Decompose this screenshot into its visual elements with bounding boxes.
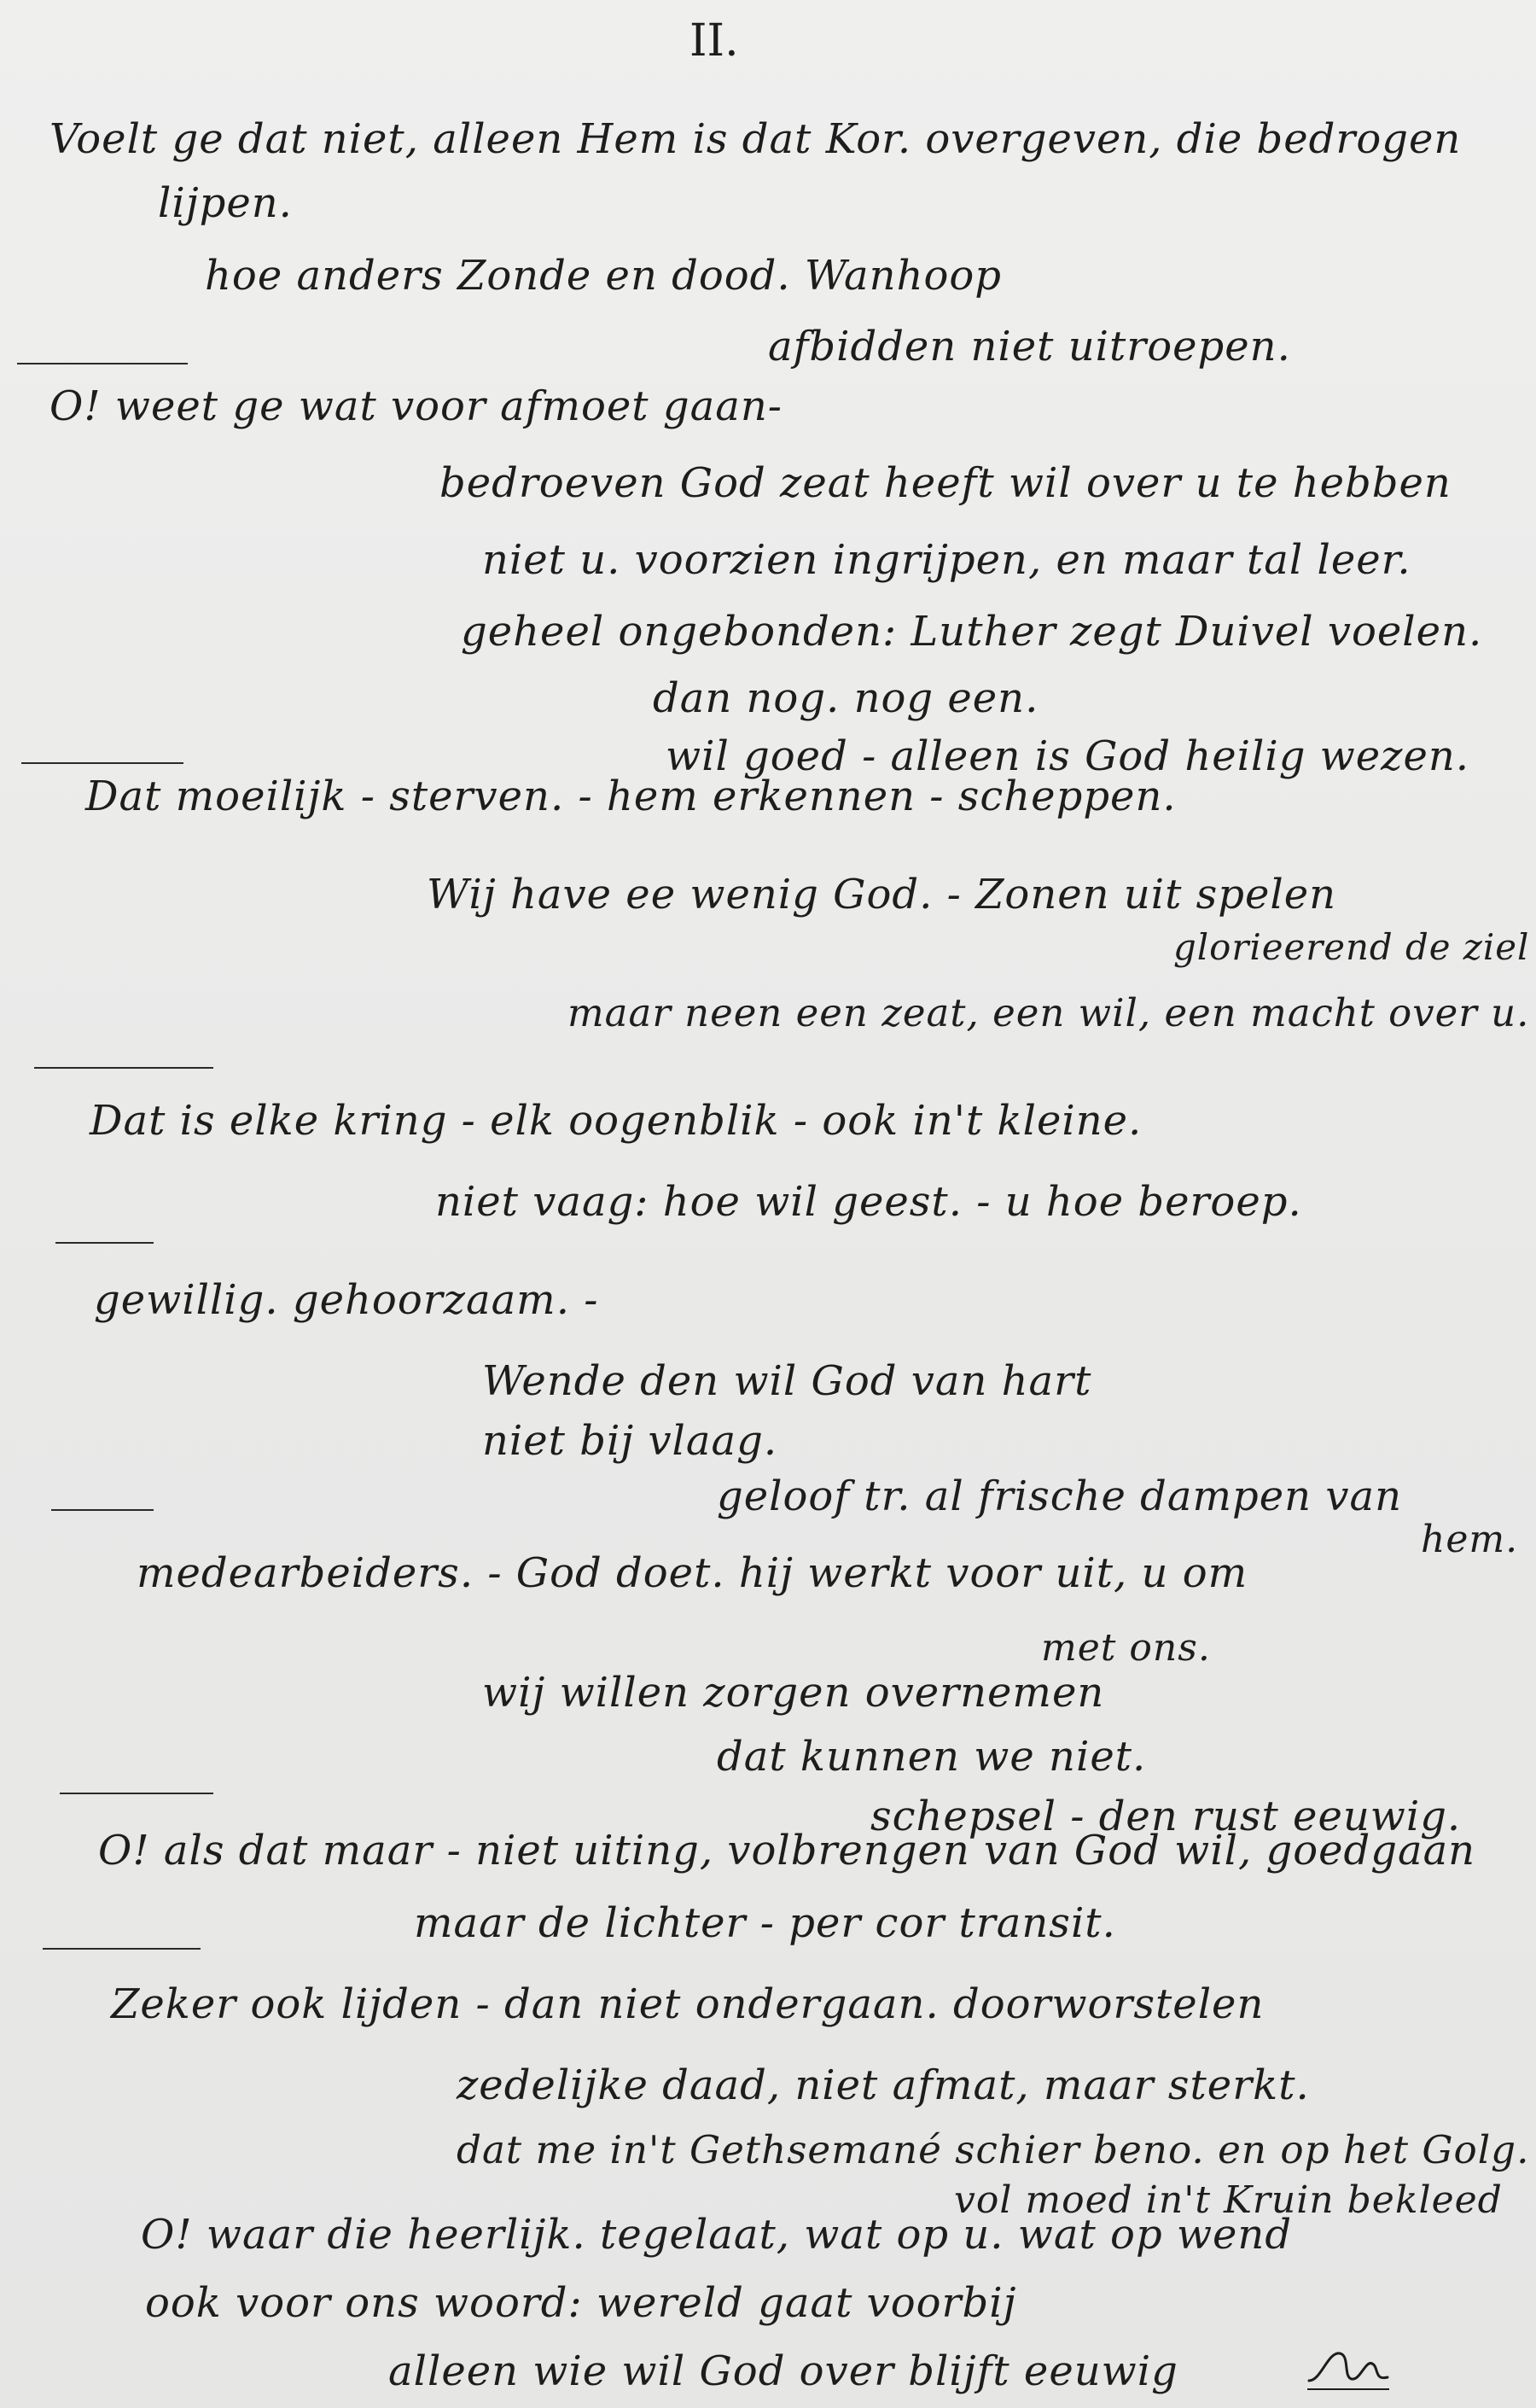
text-line: wij willen zorgen overnemen [482,1669,1105,1717]
text-line: niet u. voorzien ingrijpen, en maar tal leer. [482,536,1411,584]
text-line: zedelijke daad, niet afmat, maar sterkt. [457,2061,1310,2109]
text-line: schepsel - den rust eeuwig. [870,1793,1462,1840]
text-line: Wende den wil God van hart [482,1357,1092,1405]
text-line: vol moed in't Kruin bekleed [954,2178,1503,2222]
text-line: geloof tr. al frische dampen van [717,1472,1402,1520]
text-line: Zeker ook lijden - dan niet ondergaan. doorworstelen [111,1980,1265,2028]
page-number: II. [689,15,739,67]
text-line: Dat moeilijk - sterven. - hem erkennen - scheppen. [85,773,1177,820]
section-divider [60,1793,213,1794]
text-line: Voelt ge dat niet, alleen Hem is dat Kor. overgeven, die bedrogen [49,115,1462,163]
text-line: maar de lichter - per cor transit. [414,1899,1116,1947]
text-line: gewillig. gehoorzaam. - [94,1276,599,1324]
section-divider [51,1509,154,1511]
text-line: dat kunnen we niet. [717,1733,1147,1781]
section-divider [43,1948,201,1950]
text-line: maar neen een zeat, een wil, een macht over u. [567,990,1530,1035]
text-line: dat me in't Gethsemané schier beno. en op het Golg. [457,2127,1530,2172]
text-line: hem. [1421,1518,1519,1561]
text-line: niet vaag: hoe wil geest. - u hoe beroep. [435,1178,1302,1226]
text-line: glorieerend de ziel [1173,926,1530,968]
text-line: geheel ongebonden: Luther zegt Duivel voelen. [461,608,1483,656]
text-line: O! waar die heerlijk. tegelaat, wat op u. wat op wend [141,2211,1293,2259]
text-line: alleen wie wil God over blijft eeuwig [388,2347,1178,2395]
text-line: met ons. [1041,1626,1211,1670]
signature-mark [1306,2343,1391,2394]
section-divider [21,762,183,764]
text-line: afbidden niet uitroepen. [768,323,1291,370]
text-line: bedroeven God zeat heeft wil over u te hebben [439,459,1452,507]
text-line: lijpen. [158,179,293,227]
text-line: medearbeiders. - God doet. hij werkt voor uit, u om [137,1549,1248,1597]
text-line: wil goed - alleen is God heilig wezen. [666,732,1470,780]
text-line: hoe anders Zonde en dood. Wanhoop [205,252,1003,300]
text-line: ook voor ons woord: wereld gaat voorbij [145,2279,1017,2327]
text-line: O! als dat maar - niet uiting, volbrengen van God wil, goedgaan [98,1827,1476,1875]
text-line: O! weet ge wat voor afmoet gaan- [49,382,783,430]
text-line: Dat is elke kring - elk oogenblik - ook in't kleine. [90,1097,1143,1145]
text-line: dan nog. nog een. [653,674,1039,722]
section-divider [55,1242,154,1244]
section-divider [34,1067,213,1069]
text-line: Wij have ee wenig God. - Zonen uit spelen [427,871,1337,918]
section-divider [17,363,188,364]
text-line: niet bij vlaag. [482,1417,778,1465]
